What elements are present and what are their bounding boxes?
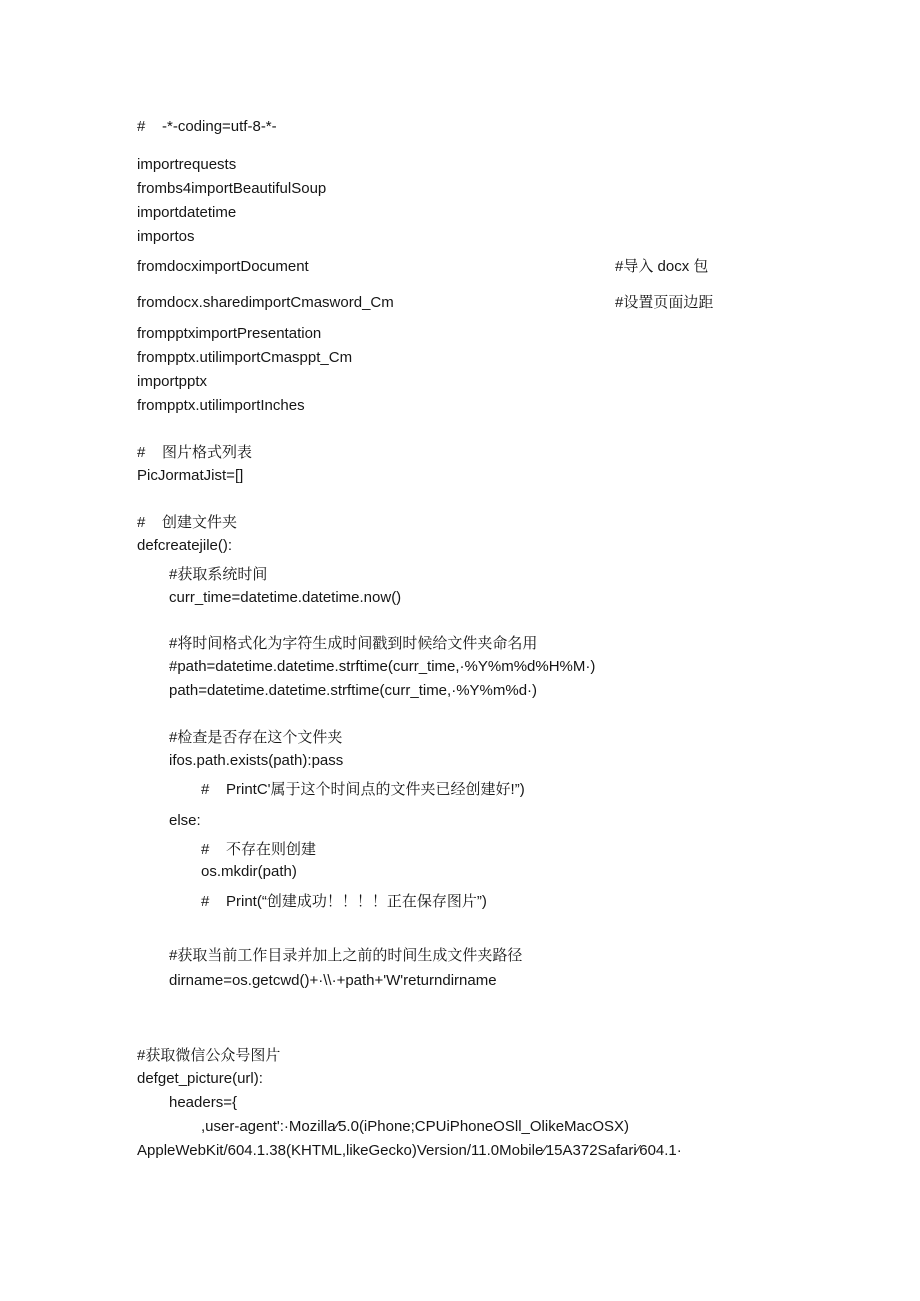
code-line: #获取系统时间 — [169, 566, 268, 583]
code-line: importdatetime — [137, 204, 237, 221]
code-line: else: — [169, 812, 201, 829]
code-line: importos — [137, 228, 195, 245]
inline-comment: #导入 docx 包 — [615, 258, 709, 275]
code-line: frompptximportPresentation — [137, 325, 322, 342]
code-line: # Print(“创建成功！！！！正在保存图片”) — [201, 893, 487, 910]
code-line: frombs4importBeautifulSoup — [137, 180, 327, 197]
code-line: curr_time=datetime.datetime.now() — [169, 589, 402, 606]
code-line: importpptx — [137, 373, 208, 390]
code-line: fromdocximportDocument — [137, 258, 309, 275]
code-line: ,user-agent':·Mozilla⁄5.0(iPhone;CPUiPhoneOSll_OlikeMacOSX) — [201, 1118, 630, 1135]
code-line: importrequests — [137, 156, 237, 173]
code-line: fromdocx.sharedimportCmasword_Cm — [137, 294, 394, 311]
code-line: #获取微信公众号图片 — [137, 1047, 281, 1064]
code-line: ifos.path.exists(path):pass — [169, 752, 344, 769]
code-line: #path=datetime.datetime.strftime(curr_time,·%Y%m%d%H%M·) — [169, 658, 596, 675]
code-line: # PrintC'属于这个时间点的文件夹已经创建好!”) — [201, 781, 525, 798]
code-line: # 创建文件夹 — [137, 514, 238, 531]
code-line: AppleWebKit/604.1.38(KHTML,likeGecko)Version/11.0Mobile⁄15A372Safari⁄604.1· — [137, 1142, 682, 1159]
code-line: os.mkdir(path) — [201, 863, 297, 880]
code-line: # 图片格式列表 — [137, 444, 253, 461]
code-line: frompptx.utilimportCmasppt_Cm — [137, 349, 353, 366]
inline-comment: #设置页面边距 — [615, 294, 714, 311]
code-line: # 不存在则创建 — [201, 841, 317, 858]
code-line: path=datetime.datetime.strftime(curr_time,·%Y%m%d·) — [169, 682, 538, 699]
code-line: dirname=os.getcwd()+·\\·+path+'W'returndirname — [169, 972, 497, 989]
code-line: headers={ — [169, 1094, 237, 1111]
code-line: #检查是否存在这个文件夹 — [169, 729, 343, 746]
code-line: defcreatejile(): — [137, 537, 233, 554]
code-line: #获取当前工作目录并加上之前的时间生成文件夹路径 — [169, 947, 523, 964]
code-line: PicJormatJist=[] — [137, 467, 244, 484]
code-line: frompptx.utilimportInches — [137, 397, 305, 414]
code-line: defget_picture(url): — [137, 1070, 263, 1087]
code-line: #将时间格式化为字符生成时间戳到时候给文件夹命名用 — [169, 635, 538, 652]
code-line: # -*-coding=utf-8-*- — [137, 118, 277, 135]
